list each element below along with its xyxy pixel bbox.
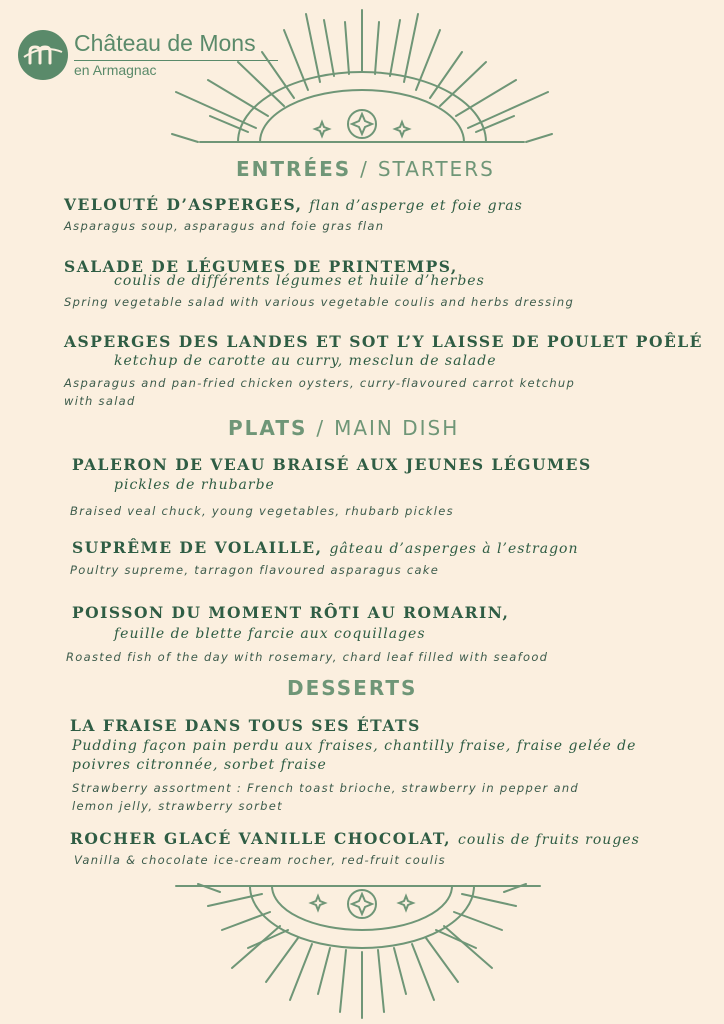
- dish-english: Asparagus soup, asparagus and foie gras flan: [64, 219, 385, 233]
- dish-english: Poultry supreme, tarragon flavoured asparagus cake: [70, 563, 440, 577]
- dish-english: lemon jelly, strawberry sorbet: [72, 799, 283, 813]
- dish-title: SUPRÊME DE VOLAILLE, gâteau d’asperges à l’estragon: [72, 538, 579, 557]
- dish-title: LA FRAISE DANS TOUS SES ÉTATS: [70, 716, 421, 735]
- dish-title: VELOUTÉ D’ASPERGES, flan d’asperge et foie gras: [64, 195, 523, 214]
- dish-english: with salad: [64, 394, 136, 408]
- dish-title: PALERON DE VEAU BRAISÉ AUX JEUNES LÉGUMES: [72, 455, 592, 474]
- section-heading-mains: PLATS / MAIN DISH: [228, 416, 460, 440]
- dish-detail: poivres citronnée, sorbet fraise: [72, 757, 327, 773]
- dish-english: Strawberry assortment : French toast brioche, strawberry in pepper and: [72, 781, 580, 795]
- dish-title: ROCHER GLACÉ VANILLE CHOCOLAT, coulis de fruits rouges: [70, 829, 640, 848]
- dish-english: Braised veal chuck, young vegetables, rhubarb pickles: [70, 504, 454, 518]
- dish-english: Spring vegetable salad with various vegetable coulis and herbs dressing: [64, 295, 575, 309]
- top-sun-ornament-icon: [0, 0, 724, 160]
- brand-name: Château de Mons: [74, 30, 256, 56]
- dish-title: SALADE DE LÉGUMES DE PRINTEMPS,: [64, 257, 458, 276]
- dish-english: Roasted fish of the day with rosemary, chard leaf filled with seafood: [66, 650, 549, 664]
- dish-detail: feuille de blette farcie aux coquillages: [114, 626, 426, 642]
- dish-english: Asparagus and pan-fried chicken oysters, curry-flavoured carrot ketchup: [64, 376, 576, 390]
- dish-english: Vanilla & chocolate ice-cream rocher, red-fruit coulis: [74, 853, 446, 867]
- dish-detail: pickles de rhubarbe: [114, 477, 275, 493]
- dish-detail: Pudding façon pain perdu aux fraises, chantilly fraise, fraise gelée de: [72, 738, 637, 754]
- brand-location: en Armagnac: [74, 62, 157, 78]
- dish-title: POISSON DU MOMENT RÔTI AU ROMARIN,: [72, 603, 510, 622]
- dish-detail: ketchup de carotte au curry, mesclun de salade: [114, 353, 497, 369]
- dish-title: ASPERGES DES LANDES ET SOT L’Y LAISSE DE POULET POÊLÉ: [64, 332, 703, 351]
- section-heading-desserts: DESSERTS: [287, 676, 418, 700]
- section-heading-starters: ENTRÉES / STARTERS: [236, 157, 495, 181]
- dish-detail: coulis de différents légumes et huile d’herbes: [114, 273, 485, 289]
- bottom-sun-ornament-icon: [0, 878, 724, 1024]
